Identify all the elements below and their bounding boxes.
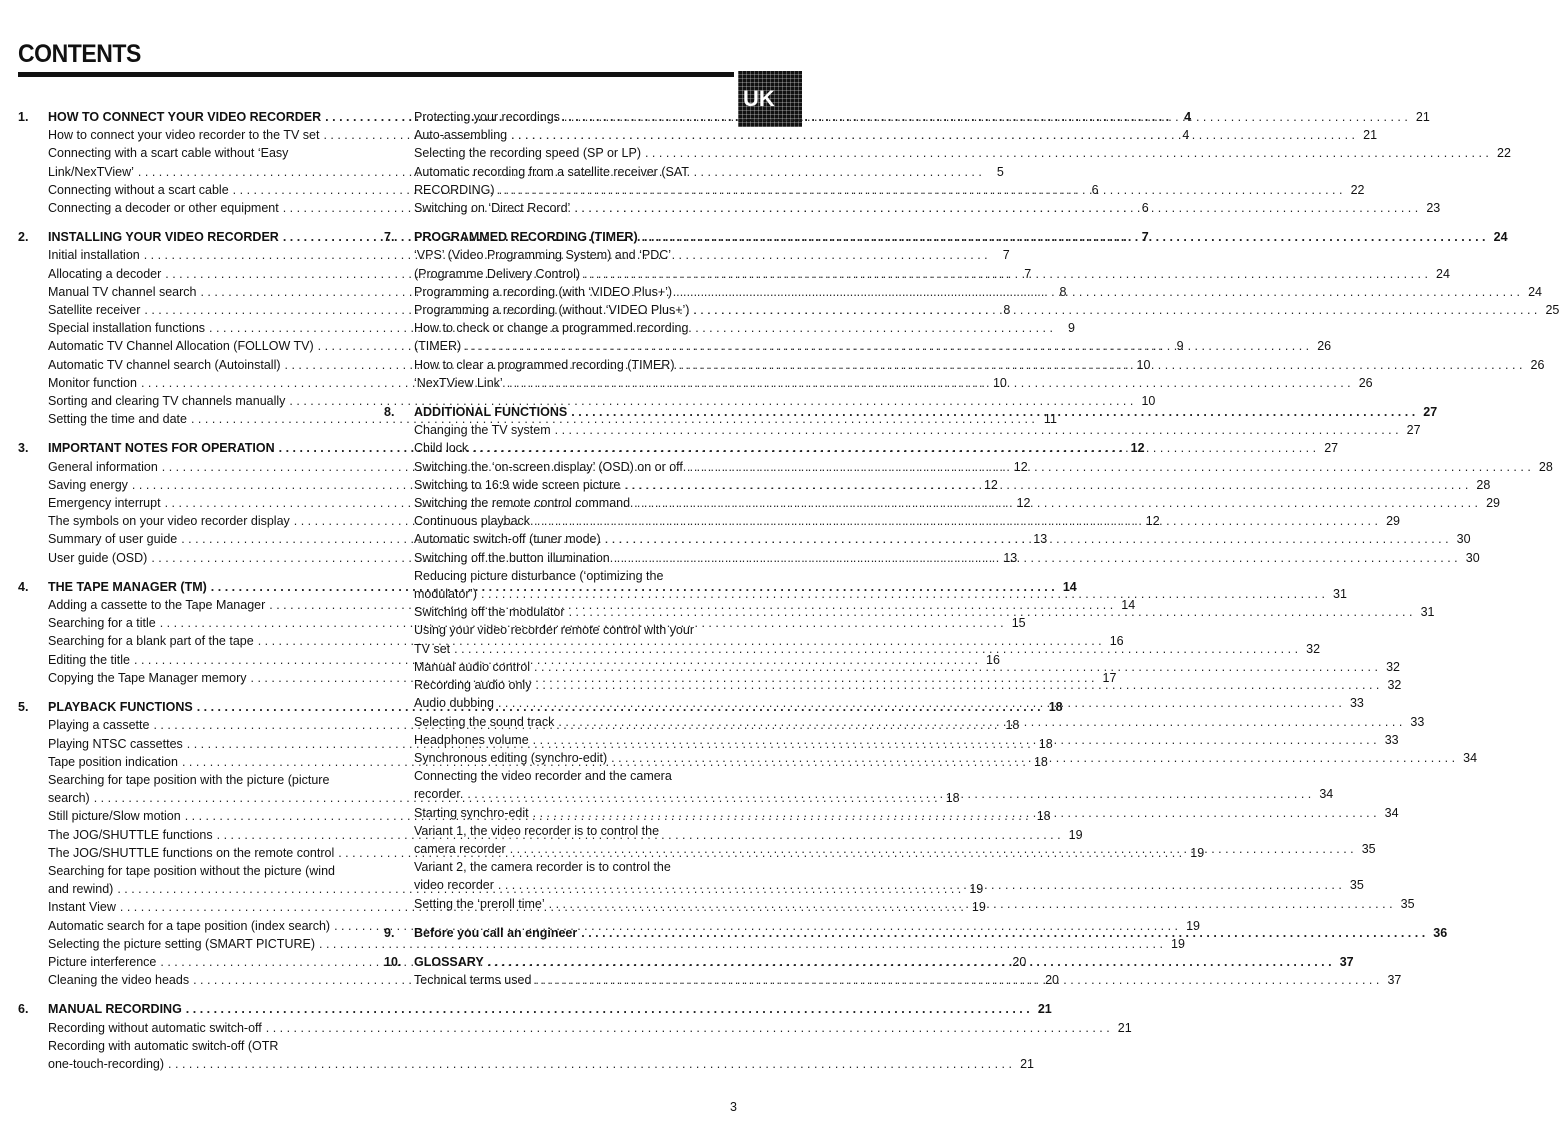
toc-entry-page: 21 [1020, 1056, 1034, 1071]
toc-entry-text: Still picture/Slow motion [48, 809, 181, 824]
section-heading-line [48, 1000, 1052, 1018]
leader-dots [679, 356, 1523, 374]
toc-entry-page: 25 [1545, 303, 1559, 318]
toc-entry-page: 26 [1358, 375, 1373, 390]
toc-entry-page: 8 [1003, 303, 1011, 318]
toc-entry-text: Automatic switch-off (tuner mode) [414, 532, 601, 547]
toc-entry-line [48, 935, 1185, 953]
toc-entry-text: RECORDING) [414, 182, 495, 197]
toc-entry-text: Saving energy [48, 477, 128, 492]
toc-entry-page: 28 [1538, 459, 1553, 474]
toc-entry-page: 9 [1176, 339, 1184, 354]
leader-dots [533, 731, 1377, 749]
toc-entry-page: 13 [1033, 532, 1048, 547]
leader-dots [499, 181, 1343, 199]
toc-entry[interactable] [384, 126, 1378, 144]
section-page: 4 [1184, 110, 1192, 124]
toc-entry-page: 30 [1465, 550, 1480, 565]
toc-entry-page: 33 [1384, 732, 1399, 747]
toc-entry-page: 19 [1068, 827, 1083, 842]
section-heading[interactable] [384, 228, 1508, 246]
toc-entry-text: How to clear a programmed recording (TIMER) [414, 357, 675, 372]
leader-dots [535, 676, 1379, 694]
toc-entry-text: Allocating a decoder [48, 266, 162, 281]
toc-entry-page: 9 [1068, 321, 1075, 336]
toc-entry-line [414, 126, 1378, 144]
toc-entry-page: 26 [1317, 339, 1332, 354]
leader-dots [472, 439, 1316, 457]
leader-dots [266, 1019, 1110, 1037]
toc-entry-text: Cleaning the video heads [48, 973, 190, 988]
toc-entry-text: General information [48, 459, 158, 474]
toc-entry-text: Auto-assembling [414, 128, 508, 143]
toc-section [18, 1000, 1132, 1073]
leader-dots [533, 804, 1377, 822]
toc-entry-page: 18 [1038, 736, 1053, 751]
toc-entry-line [414, 301, 1559, 319]
toc-entry-text: Monitor function [48, 375, 137, 390]
toc-entry-text: ‘VPS’ (Video Programming System) and ‘PDC’ [414, 248, 672, 263]
toc-entry-text: The JOG/SHUTTLE functions on the remote control [48, 845, 335, 860]
toc-entry-line [48, 1019, 1132, 1037]
leader-dots [488, 953, 1332, 971]
toc-entry-text: Technical terms used [414, 973, 532, 988]
toc-entry-text: Switching the ‘on-screen display’ (OSD) on or off [414, 459, 683, 474]
toc-entry-page: 27 [1406, 423, 1421, 438]
toc-entry-page: 20 [1045, 973, 1059, 988]
toc-entry-text: Summary of user guide [48, 532, 178, 547]
toc-entry-text: Programming a recording (with ‘VIDEO Plus+’) [414, 284, 673, 299]
toc-entry-text: and rewind) [48, 882, 114, 897]
section-number: 10. [384, 954, 402, 969]
toc-entry-page: 33 [1349, 696, 1364, 711]
toc-entry-line [414, 421, 1421, 439]
toc-section [384, 108, 1511, 217]
toc-entry-page: 26 [1530, 357, 1545, 372]
toc-entry-page: 24 [1528, 284, 1542, 299]
toc-entry-text: Synchronous editing (synchro-edit) [414, 750, 608, 765]
toc-entry-page: 8 [1059, 284, 1067, 299]
section-heading[interactable] [18, 1000, 1052, 1018]
section-title: PROGRAMMED RECORDING (TIMER) [414, 230, 638, 245]
section-number: 3. [18, 441, 29, 456]
toc-entry[interactable] [384, 163, 1365, 199]
page-number: 3 [730, 1100, 737, 1114]
toc-entry-line [414, 265, 1450, 283]
toc-entry-page: 16 [986, 652, 1000, 667]
toc-entry-text: search) [48, 791, 90, 806]
toc-entry-text: Changing the TV system [414, 423, 551, 438]
section-title: INSTALLING YOUR VIDEO RECORDER [48, 230, 279, 245]
leader-dots [535, 971, 1379, 989]
toc-entry-page: 6 [1141, 201, 1149, 216]
toc-entry-text: Manual audio control [414, 659, 531, 674]
toc-entry-line [414, 144, 1511, 162]
toc-entry-page: 21 [1363, 128, 1378, 143]
toc-entry-text: Connecting the video recorder and the camera [414, 769, 672, 784]
toc-entry-text: Initial installation [48, 248, 140, 263]
toc-entry-text: Headphones volume [414, 732, 529, 747]
toc-entry-text: Searching for tape position with the picture (picture [48, 772, 330, 787]
toc-entry-text: How to check or change a programmed recording [414, 321, 689, 336]
section-page: 24 [1493, 230, 1508, 245]
toc-entry-page: 7 [1002, 248, 1010, 263]
toc-entry-text: Connecting without a scart cable [48, 182, 229, 197]
toc-entry-text: Automatic TV channel search (Autoinstall) [48, 357, 281, 372]
toc-entry-page: 29 [1386, 514, 1400, 529]
toc-entry-page: 18 [1005, 718, 1020, 733]
toc-entry-page: 21 [1415, 110, 1430, 124]
toc-entry[interactable] [384, 301, 1559, 319]
section-heading-line [414, 953, 1354, 971]
title-rule [18, 72, 734, 77]
toc-entry-page: 18 [1033, 754, 1048, 769]
leader-dots [454, 640, 1298, 658]
toc-entry-page: 31 [1333, 587, 1347, 602]
toc-entry-page: 22 [1350, 182, 1365, 197]
toc-entry-text: Setting the time and date [48, 412, 187, 427]
leader-dots [642, 228, 1486, 246]
toc-entry-text: User guide (OSD) [48, 550, 148, 565]
toc-entry-line [414, 108, 1430, 126]
leader-dots [611, 749, 1455, 767]
leader-dots [687, 458, 1531, 476]
section-title: THE TAPE MANAGER (TM) [48, 579, 207, 594]
leader-dots [511, 126, 1355, 144]
toc-entry-text: Switching to 16:9 wide screen picture [414, 477, 621, 492]
toc-entry-page: 12 [983, 477, 998, 492]
toc-entry-page: 12 [1013, 459, 1028, 474]
leader-dots [549, 895, 1393, 913]
toc-entry-text: Reducing picture disturbance (‘optimizing the [414, 568, 664, 583]
toc-entry-text: Emergency interrupt [48, 496, 161, 511]
leader-dots [571, 403, 1415, 421]
toc-entry-page: 35 [1349, 878, 1364, 893]
toc-entry-page: 14 [1121, 598, 1136, 613]
toc-entry-page: 22 [1497, 146, 1511, 161]
toc-entry-page: 16 [1109, 634, 1124, 649]
section-page: 12 [1130, 441, 1145, 456]
toc-entry-page: 19 [969, 882, 984, 897]
toc-entry[interactable] [384, 283, 1542, 301]
toc-entry-text: Playing NTSC cassettes [48, 736, 183, 751]
toc-entry[interactable] [18, 1019, 1132, 1037]
toc-entry-page: 23 [1426, 201, 1441, 216]
toc-entry-text: Manual TV channel search [48, 284, 197, 299]
section-page: 37 [1339, 954, 1354, 969]
toc-entry-page: 28 [1476, 477, 1491, 492]
section-number: 8. [384, 405, 395, 420]
toc-entry-text: Switching off the button illumination [414, 550, 610, 565]
section-heading-line [414, 924, 1447, 942]
leader-dots [564, 108, 1408, 126]
toc-entry-page: 32 [1306, 641, 1321, 656]
toc-entry-page: 12 [1016, 496, 1031, 511]
section-number: 9. [384, 925, 395, 940]
leader-dots [614, 549, 1458, 567]
leader-dots [676, 283, 1520, 301]
leader-dots [510, 840, 1354, 858]
toc-entry-page: 19 [1186, 918, 1201, 933]
toc-entry-text: Child lock [414, 441, 469, 456]
toc-entry-text: Editing the title [48, 652, 130, 667]
toc-entry-text: Picture interference [48, 954, 157, 969]
section-heading-line [414, 228, 1508, 246]
toc-entry-page: 19 [1190, 845, 1205, 860]
toc-entry-page: 6 [1091, 182, 1099, 197]
toc-entry[interactable] [384, 199, 1441, 217]
toc-entry-page: 19 [971, 900, 986, 915]
toc-entry-text: Recording without automatic switch-off [48, 1020, 262, 1035]
toc-entry-text: Continuous playback [414, 514, 531, 529]
toc-entry[interactable] [384, 144, 1511, 162]
toc-entry-page: 10 [1136, 357, 1151, 372]
toc-entry-page: 4 [1182, 128, 1190, 143]
toc-entry-text: one-touch-recording) [48, 1056, 165, 1071]
toc-entry-text: Connecting with a scart cable without ‘Easy [48, 146, 289, 161]
leader-dots [634, 494, 1478, 512]
leader-dots [498, 876, 1342, 894]
toc-entry-text: (Programme Delivery Control) [414, 266, 581, 281]
leader-dots [467, 785, 1311, 803]
leader-dots [534, 512, 1378, 530]
toc-entry-line [48, 392, 1156, 410]
section-heading-line [414, 403, 1437, 421]
toc-entry-page: 21 [1117, 1020, 1132, 1035]
toc-entry-text: Instant View [48, 900, 116, 915]
section-title: PLAYBACK FUNCTIONS [48, 700, 193, 715]
toc-entry-text: Connecting a decoder or other equipment [48, 201, 279, 216]
section-page: 18 [1048, 700, 1063, 715]
toc-entry-text: Variant 2, the camera recorder is to control the [414, 860, 671, 875]
section-title: Before you call an engineer [414, 925, 578, 940]
toc-entry-text: modulator’) [414, 587, 477, 602]
toc-entry-page: 10 [1141, 394, 1156, 409]
toc-entry[interactable] [18, 1037, 1034, 1073]
leader-dots [465, 337, 1309, 355]
section-page: 14 [1062, 579, 1077, 594]
toc-entry-text: Protecting your recordings [414, 110, 560, 124]
language-tab: UK [738, 71, 802, 127]
toc-entry-page: 18 [1036, 809, 1051, 824]
leader-dots [498, 694, 1342, 712]
leader-dots [168, 1055, 1012, 1073]
toc-entry-page: 33 [1410, 714, 1425, 729]
toc-entry-text: Starting synchro-edit [414, 805, 529, 820]
toc-entry-page: 18 [945, 791, 960, 806]
toc-entry-line [414, 199, 1441, 217]
toc-entry[interactable] [384, 319, 1332, 355]
leader-dots [645, 144, 1489, 162]
section-number: 4. [18, 579, 29, 594]
section-number: 1. [18, 110, 29, 124]
toc-entry-page: 32 [1387, 678, 1402, 693]
toc-entry-page: 35 [1361, 841, 1376, 856]
toc-entry-text: Tape position indication [48, 754, 178, 769]
toc-entry-text: Setting the ‘preroll time’ [414, 896, 545, 911]
toc-entry-text: video recorder [414, 878, 494, 893]
page-title: CONTENTS [18, 40, 141, 68]
section-page: 36 [1433, 925, 1448, 940]
toc-entry[interactable] [384, 421, 1421, 439]
toc-entry[interactable] [384, 246, 1450, 282]
toc-entry-text: Selecting the picture setting (SMART PICTURE) [48, 936, 315, 951]
toc-entry-page: 24 [1436, 266, 1450, 281]
toc-entry-text: Sorting and clearing TV channels manually [48, 394, 286, 409]
toc-entry-text: Searching for a blank part of the tape [48, 634, 254, 649]
toc-entry-text: TV set [414, 641, 451, 656]
toc-entry-page: 5 [996, 164, 1004, 179]
section-number: 7. [384, 230, 395, 245]
toc-entry-page: 34 [1463, 750, 1478, 765]
toc-entry-text: Selecting the recording speed (SP or LP) [414, 146, 641, 161]
section-title: GLOSSARY [414, 954, 484, 969]
toc-entry-text: Adding a cassette to the Tape Manager [48, 598, 266, 613]
toc-entry-line [414, 181, 1365, 199]
toc-entry-text: Switching on ‘Direct Record’ [414, 201, 571, 216]
toc-entry-text: Switching the remote control command [414, 496, 631, 511]
toc-entry-page: 19 [1171, 936, 1185, 951]
toc-entry-page: 35 [1400, 896, 1415, 911]
leader-dots [624, 476, 1468, 494]
leader-dots [186, 1000, 1030, 1018]
toc-entry-text: Special installation functions [48, 321, 206, 336]
toc-entry-line [48, 1055, 1034, 1073]
toc-entry-page: 20 [1012, 954, 1027, 969]
leader-dots [693, 301, 1537, 319]
toc-entry-page: 13 [1003, 550, 1018, 565]
toc-entry-text: Automatic recording from a satellite receiver (SAT [414, 164, 689, 179]
toc-entry[interactable] [384, 108, 1430, 126]
leader-dots [574, 199, 1418, 217]
toc-entry-text: Copying the Tape Manager memory [48, 670, 247, 685]
toc-entry-text: Playing a cassette [48, 718, 150, 733]
section-number: 6. [18, 1002, 29, 1017]
section-title: MANUAL RECORDING [48, 1002, 182, 1017]
section-title: HOW TO CONNECT YOUR VIDEO RECORDER [48, 110, 322, 124]
toc-entry[interactable] [18, 935, 1185, 953]
toc-entry-text: Automatic TV Channel Allocation (FOLLOW TV) [48, 339, 314, 354]
toc-entry-text: Automatic search for a tape position (index search) [48, 918, 331, 933]
toc-entry-text: Variant 1, the video recorder is to control the [414, 823, 660, 838]
toc-entry-page: 34 [1319, 787, 1334, 802]
section-title: IMPORTANT NOTES FOR OPERATION [48, 441, 275, 456]
toc-entry-text: The symbols on your video recorder display [48, 514, 290, 529]
toc-entry-text: Recording audio only [414, 678, 532, 693]
toc-entry-text: ‘NexTView Link’ [414, 375, 503, 390]
leader-dots [534, 658, 1378, 676]
toc-entry-line [414, 337, 1332, 355]
toc-entry-text: Audio dubbing [414, 696, 494, 711]
toc-entry[interactable] [18, 392, 1156, 410]
toc-entry-text: Link/NexTView’ [48, 164, 134, 179]
toc-entry-text: Recording with automatic switch-off (OTR [48, 1038, 279, 1053]
toc-entry-line [414, 283, 1542, 301]
section-number: 2. [18, 230, 29, 245]
section-page: 27 [1423, 405, 1438, 420]
toc-entry-page: 31 [1420, 605, 1435, 620]
section-number: 5. [18, 700, 29, 715]
leader-dots [581, 924, 1425, 942]
toc-entry-page: 7 [1024, 266, 1032, 281]
toc-entry-page: 34 [1384, 805, 1399, 820]
toc-entry-page: 37 [1387, 973, 1402, 988]
toc-entry-text: Selecting the sound track [414, 714, 555, 729]
toc-entry-text: How to connect your video recorder to the TV set [48, 128, 320, 143]
toc-entry-page: 15 [1011, 616, 1026, 631]
toc-entry-text: Satellite receiver [48, 303, 141, 318]
toc-entry-page: 17 [1102, 670, 1117, 685]
leader-dots [507, 374, 1351, 392]
section-title: ADDITIONAL FUNCTIONS [414, 405, 568, 420]
leader-dots [558, 713, 1402, 731]
toc-entry-page: 32 [1386, 659, 1400, 674]
toc-entry-page: 29 [1486, 496, 1500, 511]
toc-entry-text: The JOG/SHUTTLE functions [48, 827, 213, 842]
toc-entry-text: Searching for a title [48, 616, 156, 631]
toc-entry-text: Switching off the modulator [414, 605, 565, 620]
toc-entry-page: 10 [992, 375, 1007, 390]
leader-dots [605, 530, 1449, 548]
section-page: 21 [1037, 1002, 1052, 1017]
toc-entry-text: (TIMER) [414, 339, 462, 354]
leader-dots [481, 585, 1325, 603]
section-page: 7 [1141, 230, 1149, 245]
toc-entry-text: Searching for tape position without the picture (wind [48, 863, 335, 878]
toc-entry-text: Programming a recording (without ‘VIDEO Plus+’) [414, 303, 690, 318]
toc-entry-page: 12 [1145, 514, 1160, 529]
toc-entry-text: Using your video recorder remote control with your [414, 623, 694, 638]
toc-entry-page: 27 [1324, 441, 1339, 456]
toc-entry-text: recorder. [414, 787, 464, 802]
toc-entry-page: 11 [1043, 412, 1057, 427]
leader-dots [584, 265, 1428, 283]
leader-dots [569, 603, 1413, 621]
toc-entry-text: camera recorder [414, 841, 506, 856]
leader-dots [555, 421, 1399, 439]
toc-entry-page: 30 [1456, 532, 1471, 547]
